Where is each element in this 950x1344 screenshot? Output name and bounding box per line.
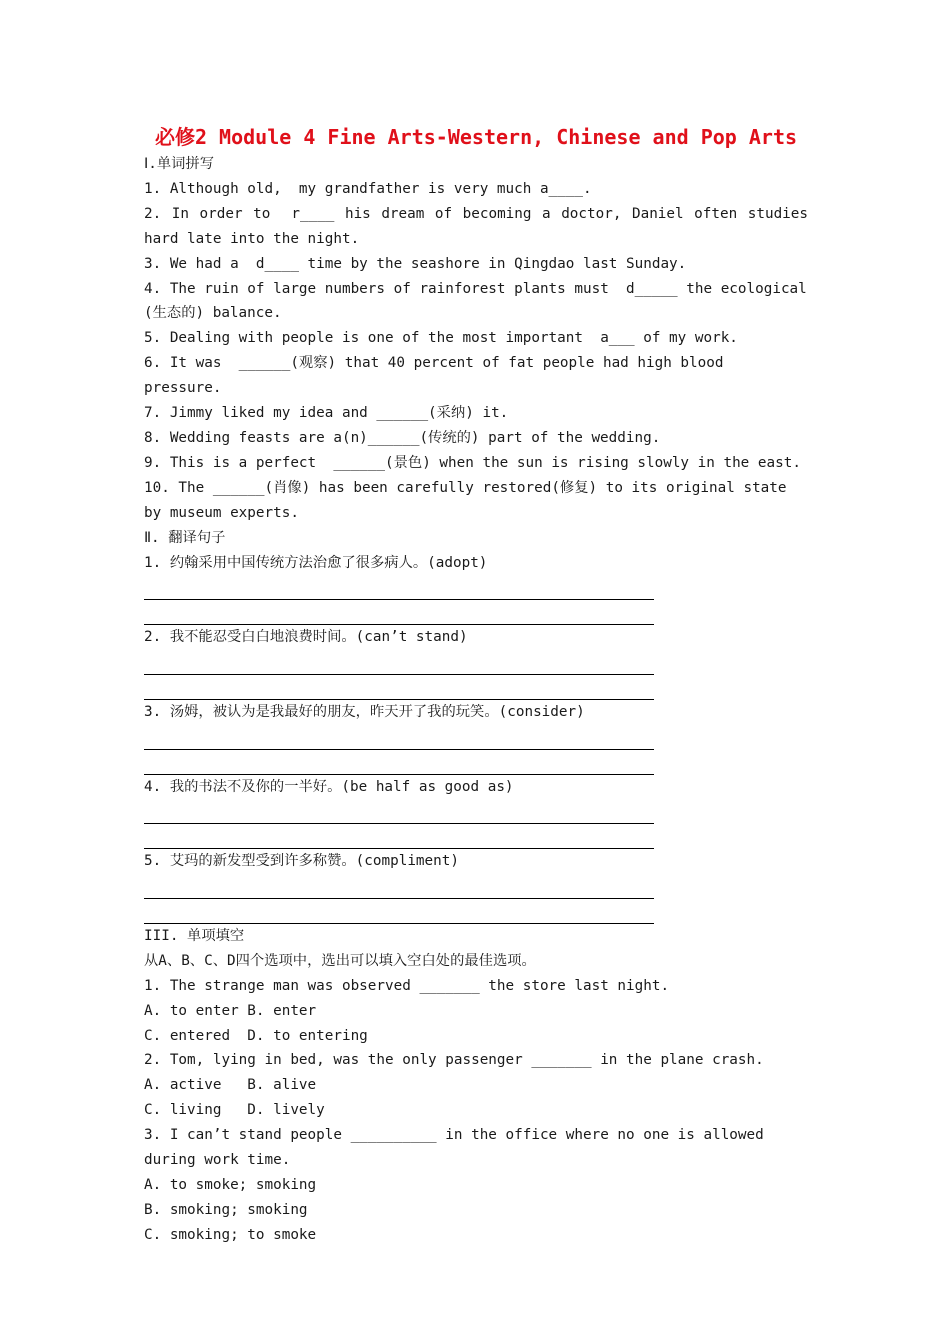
s2-exercise-4: [144, 775, 808, 850]
s3-instruction: 从A、B、C、D四个选项中，选出可以填入空白处的最佳选项。: [144, 952, 536, 969]
s1-item-8: 8. Wedding feasts are a(n)______(传统的) part of the wedding.: [144, 429, 661, 446]
answer-line[interactable]: [144, 675, 654, 700]
s3-line-5: A. active B. alive: [144, 1077, 317, 1094]
s2-exercise-5: [144, 849, 808, 924]
s3-line-8: A. to smoke; smoking: [144, 1177, 317, 1193]
section2-heading: Ⅱ. 翻译句子: [144, 529, 226, 546]
s3-line-1: 1. The strange man was observed _______ the store last night.: [144, 977, 670, 994]
s1-item-7: 7. Jimmy liked my idea and ______(采纳) it.: [144, 405, 509, 422]
answer-line[interactable]: [144, 899, 654, 924]
s3-line-7: 3. I can’t stand people __________ in the office where no one is allowed during work time.: [144, 1127, 773, 1169]
answer-line[interactable]: [144, 725, 654, 750]
answer-line[interactable]: [144, 799, 654, 824]
s1-item-2: 2. In order to r____ his dream of becoming a doctor, Daniel often studies hard late into the night.: [144, 205, 817, 247]
section1-heading: Ⅰ.单词拼写: [144, 156, 215, 172]
section3-heading: III. 单项填空: [144, 927, 245, 944]
s2-exercise-2: [144, 625, 808, 700]
s1-item-4: 4. The ruin of large numbers of rainforest plants must d_____ the ecological (生态的) balance.: [144, 280, 816, 322]
s3-line-6: C. living D. lively: [144, 1102, 325, 1119]
answer-line[interactable]: [144, 650, 654, 675]
answer-line[interactable]: [144, 824, 654, 849]
s3-line-9: B. smoking; smoking: [144, 1201, 308, 1218]
s2-item-2: 2. 我不能忍受白白地浪费时间。(can’t stand): [144, 629, 468, 646]
s2-item-4: 4. 我的书法不及你的一半好。(be half as good as): [144, 778, 514, 795]
s1-item-10: 10. The ______(肖像) has been carefully restored(修复) to its original state by museum experts.: [144, 479, 796, 521]
s1-item-6: 6. It was ______(观察) that 40 percent of fat people had high blood pressure.: [144, 355, 733, 397]
s2-exercise-3: [144, 700, 808, 775]
answer-line[interactable]: [144, 874, 654, 899]
s2-item-3: 3. 汤姆，被认为是我最好的朋友，昨天开了我的玩笑。(consider): [144, 703, 585, 720]
s1-item-3: 3. We had a d____ time by the seashore in Qingdao last Sunday.: [144, 255, 687, 272]
worksheet-page: [144, 122, 817, 1248]
s1-item-1: 1. Although old, my grandfather is very much a____.: [144, 180, 592, 197]
s1-item-9: 9. This is a perfect ______(景色) when the sun is rising slowly in the east.: [144, 454, 801, 471]
answer-line[interactable]: [144, 600, 654, 625]
s3-line-10: C. smoking; to smoke: [144, 1226, 317, 1243]
s2-item-5: 5. 艾玛的新发型受到许多称赞。(compliment): [144, 853, 459, 870]
s3-line-3: C. entered D. to entering: [144, 1027, 368, 1044]
answer-line[interactable]: [144, 575, 654, 600]
s2-item-1: 1. 约翰采用中国传统方法治愈了很多病人。(adopt): [144, 554, 488, 571]
s1-item-5: 5. Dealing with people is one of the most important a___ of my work.: [144, 330, 738, 347]
s3-line-2: A. to enter B. enter: [144, 1002, 317, 1019]
answer-line[interactable]: [144, 750, 654, 775]
s2-exercise-1: [144, 551, 808, 626]
page-title: 必修2 Module 4 Fine Arts-Western, Chinese and Pop Arts: [154, 125, 798, 149]
s3-line-4: 2. Tom, lying in bed, was the only passenger _______ in the plane crash.: [144, 1052, 764, 1069]
